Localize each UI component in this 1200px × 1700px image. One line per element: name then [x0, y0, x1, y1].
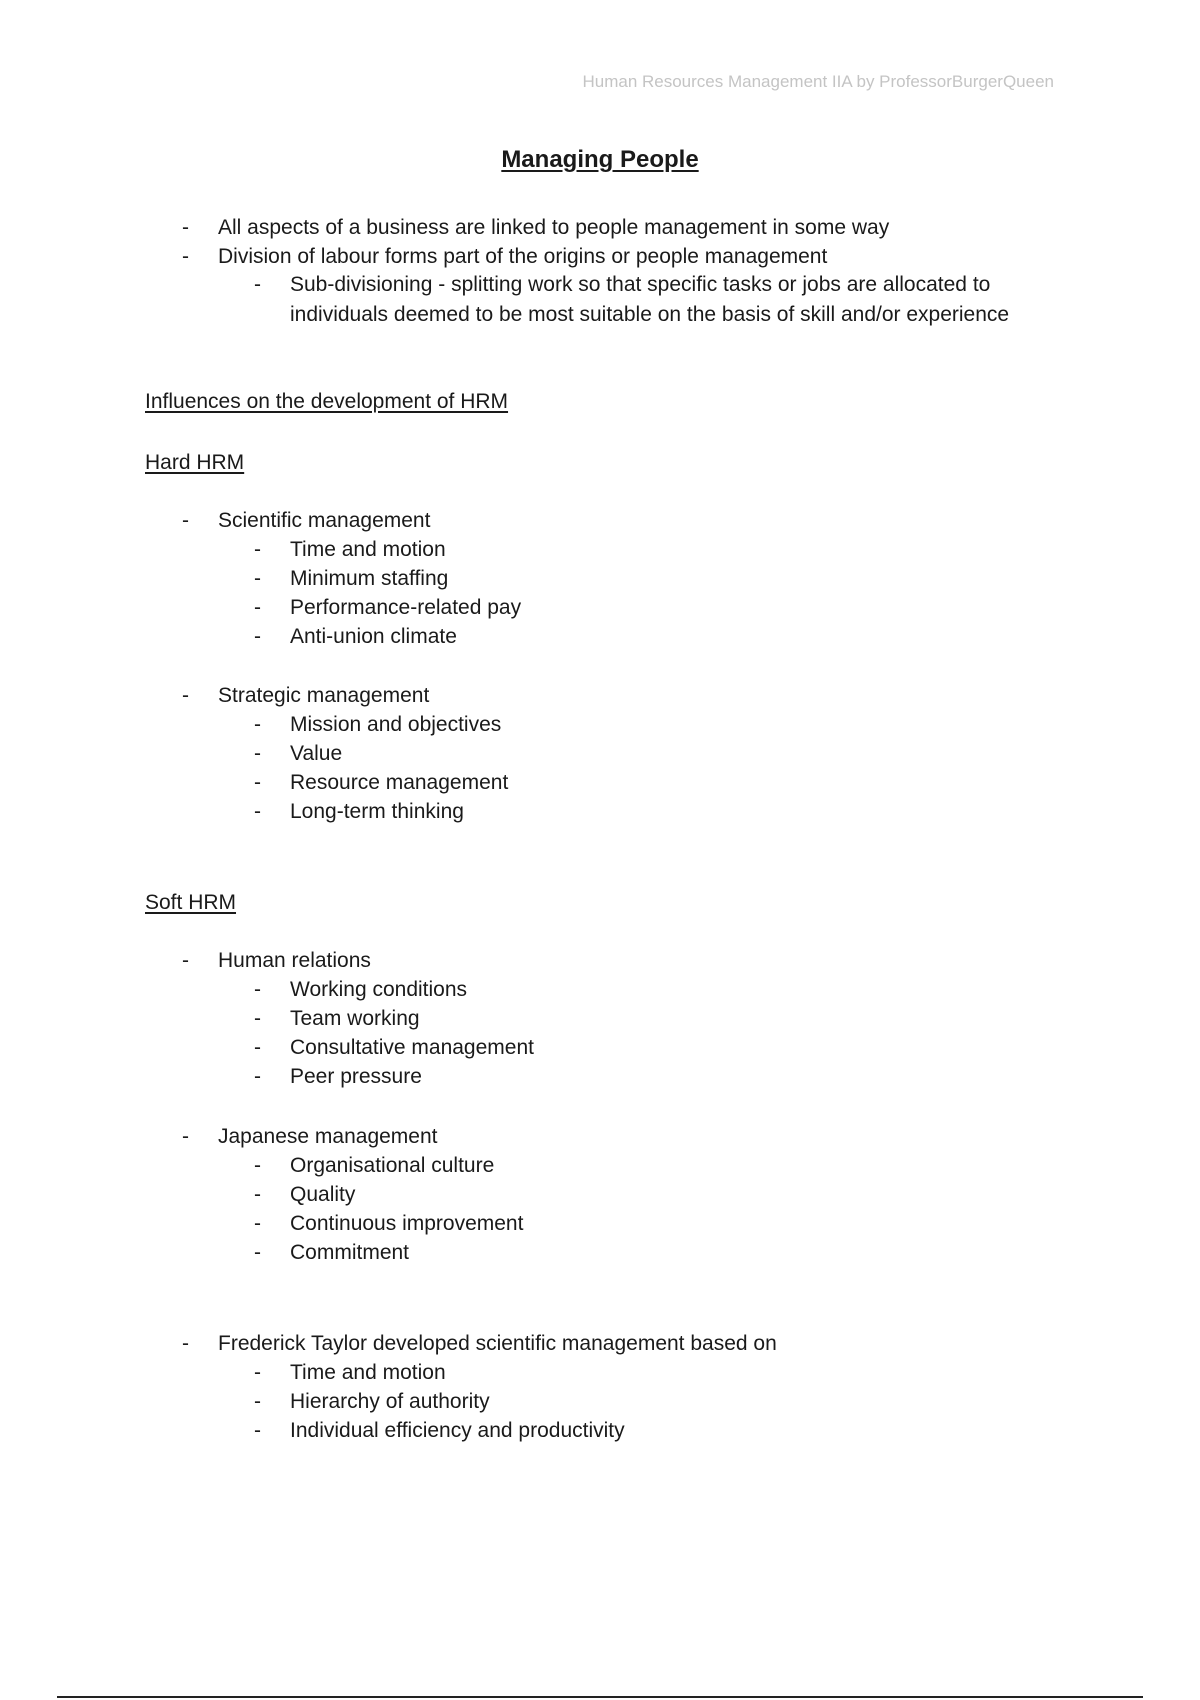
sub-list-item	[0, 1005, 1200, 1033]
list-item	[0, 243, 1200, 271]
list-item-text: Strategic management	[218, 684, 430, 707]
sub-list-item-text: Resource management	[290, 771, 509, 794]
bullet-dash: -	[254, 273, 261, 296]
section-heading-hard-hrm: Hard HRM	[145, 451, 245, 474]
bullet-dash: -	[182, 949, 189, 972]
sub-list-item	[0, 536, 1200, 564]
bullet-dash: -	[254, 1065, 261, 1088]
bullet-dash: -	[254, 742, 261, 765]
sub-list-item	[0, 711, 1200, 739]
sub-list-item-text: Individual efficiency and productivity	[290, 1419, 625, 1442]
sub-list-item	[0, 1181, 1200, 1209]
bullet-dash: -	[254, 1390, 261, 1413]
sub-list-item-text: Time and motion	[290, 538, 446, 561]
section-heading-influences: Influences on the development of HRM	[145, 390, 509, 413]
sub-list-item	[0, 271, 1200, 299]
bullet-dash: -	[254, 771, 261, 794]
list-item	[0, 947, 1200, 975]
bullet-dash: -	[254, 800, 261, 823]
bullet-dash: -	[254, 1419, 261, 1442]
list-item	[0, 507, 1200, 535]
sub-list-item-text: Long-term thinking	[290, 800, 464, 823]
header-watermark: Human Resources Management IIA by ProfessorBurgerQueen	[582, 72, 1054, 91]
sub-list-item	[0, 769, 1200, 797]
sub-list-item	[0, 1239, 1200, 1267]
sub-list-item-text: Hierarchy of authority	[290, 1390, 490, 1413]
sub-list-item-text: Continuous improvement	[290, 1212, 524, 1235]
bullet-dash: -	[254, 1212, 261, 1235]
sub-list-item-text: Quality	[290, 1183, 356, 1206]
list-item	[0, 1330, 1200, 1358]
sub-list-item-text: Value	[290, 742, 343, 765]
sub-list-item-text: Sub-divisioning - splitting work so that specific tasks or jobs are allocated to	[290, 273, 991, 296]
sub-list-item-text: Mission and objectives	[290, 713, 502, 736]
bullet-dash: -	[254, 538, 261, 561]
list-item-text: Japanese management	[218, 1125, 438, 1148]
sub-list-item-text: Commitment	[290, 1241, 410, 1264]
sub-list-item-text: Consultative management	[290, 1036, 534, 1059]
sub-list-item	[0, 740, 1200, 768]
section-heading-soft-hrm: Soft HRM	[145, 891, 237, 914]
sub-list-item-continued	[0, 301, 1200, 329]
sub-list-item	[0, 1152, 1200, 1180]
bullet-dash: -	[182, 1332, 189, 1355]
bullet-dash: -	[182, 216, 189, 239]
sub-list-item	[0, 1417, 1200, 1445]
sub-list-item-text: Peer pressure	[290, 1065, 422, 1088]
sub-list-item-text: Minimum staffing	[290, 567, 449, 590]
sub-list-item	[0, 623, 1200, 651]
bullet-dash: -	[254, 625, 261, 648]
list-item-text: Human relations	[218, 949, 371, 972]
sub-list-item	[0, 1063, 1200, 1091]
footer-divider	[57, 1696, 1143, 1698]
bullet-dash: -	[182, 684, 189, 707]
list-item-text: All aspects of a business are linked to people management in some way	[218, 216, 890, 239]
bullet-dash: -	[254, 1361, 261, 1384]
sub-list-item-text: Team working	[290, 1007, 420, 1030]
sub-list-item-text: Working conditions	[290, 978, 468, 1001]
page-title: Managing People	[501, 146, 699, 173]
sub-list-item-text: Anti-union climate	[290, 625, 457, 648]
sub-list-item	[0, 565, 1200, 593]
bullet-dash: -	[254, 1241, 261, 1264]
sub-list-item	[0, 1388, 1200, 1416]
sub-list-item	[0, 1359, 1200, 1387]
list-item-text: Scientific management	[218, 509, 431, 532]
bullet-dash: -	[182, 509, 189, 532]
bullet-dash: -	[254, 713, 261, 736]
bullet-dash: -	[182, 1125, 189, 1148]
list-item-text: Division of labour forms part of the origins or people management	[218, 245, 828, 268]
sub-list-item	[0, 1210, 1200, 1238]
bullet-dash: -	[254, 1154, 261, 1177]
bullet-dash: -	[182, 245, 189, 268]
bullet-dash: -	[254, 1183, 261, 1206]
bullet-dash: -	[254, 567, 261, 590]
sub-list-item	[0, 1034, 1200, 1062]
sub-list-item	[0, 976, 1200, 1004]
sub-list-item	[0, 798, 1200, 826]
list-item	[0, 682, 1200, 710]
sub-list-item-text: Time and motion	[290, 1361, 446, 1384]
sub-list-item-text: individuals deemed to be most suitable on the basis of skill and/or experience	[290, 303, 1010, 326]
sub-list-item-text: Organisational culture	[290, 1154, 495, 1177]
sub-list-item-text: Performance-related pay	[290, 596, 522, 619]
bullet-dash: -	[254, 978, 261, 1001]
bullet-dash: -	[254, 596, 261, 619]
list-item-text: Frederick Taylor developed scientific management based on	[218, 1332, 777, 1355]
bullet-dash: -	[254, 1007, 261, 1030]
sub-list-item	[0, 594, 1200, 622]
bullet-dash: -	[254, 1036, 261, 1059]
list-item	[0, 214, 1200, 242]
list-item	[0, 1123, 1200, 1151]
